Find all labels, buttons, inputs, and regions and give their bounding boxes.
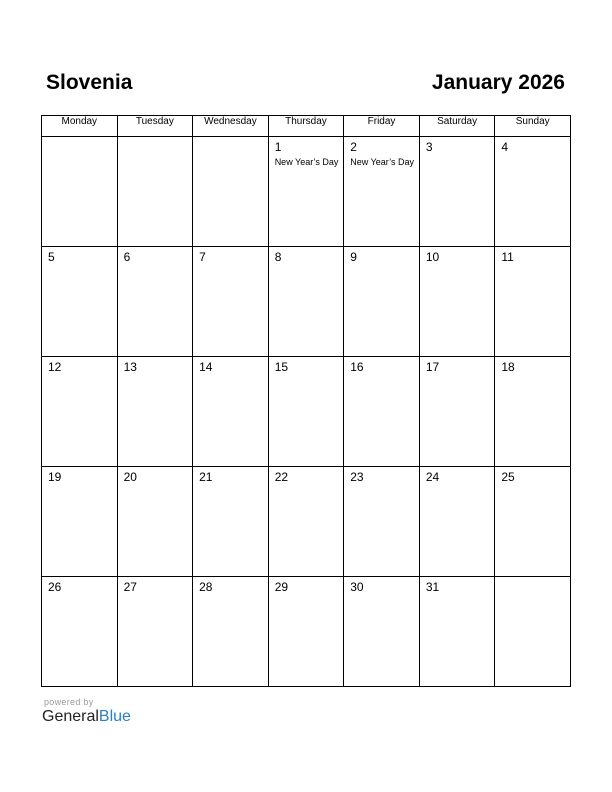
day-cell xyxy=(268,247,344,357)
day-number: 26 xyxy=(48,580,62,594)
day-cell xyxy=(117,247,193,357)
week-row xyxy=(42,137,571,247)
day-number: 31 xyxy=(425,580,440,594)
day-number: 24 xyxy=(425,470,440,484)
day-number: 6 xyxy=(123,250,131,264)
generalblue-logo[interactable] xyxy=(42,708,131,726)
weekday-header: Monday xyxy=(42,116,118,137)
day-cell xyxy=(117,357,193,467)
day-cell xyxy=(344,247,420,357)
day-cell xyxy=(495,467,571,577)
powered-by-text: powered by xyxy=(44,697,94,707)
day-number: 7 xyxy=(199,250,206,264)
day-number: 19 xyxy=(48,470,62,484)
day-cell xyxy=(344,137,420,247)
day-number: 16 xyxy=(350,360,364,374)
day-cell xyxy=(495,577,571,687)
day-number: 3 xyxy=(425,140,433,154)
day-cell xyxy=(419,137,495,247)
day-number: 22 xyxy=(274,470,289,484)
weekday-header: Thursday xyxy=(268,116,344,137)
day-cell xyxy=(268,577,344,687)
week-row xyxy=(42,467,571,577)
country-title: Slovenia xyxy=(46,71,133,94)
holiday-label: New Year’s Day xyxy=(350,157,414,167)
weekday-header-row xyxy=(42,116,571,137)
day-number: 4 xyxy=(501,140,509,154)
day-number: 14 xyxy=(199,360,213,374)
day-cell xyxy=(268,137,344,247)
week-row xyxy=(42,577,571,687)
week-row xyxy=(42,247,571,357)
day-cell xyxy=(495,247,571,357)
day-cell xyxy=(495,137,571,247)
day-cell xyxy=(495,357,571,467)
day-cell xyxy=(344,467,420,577)
day-number: 29 xyxy=(274,580,289,594)
holiday-label: New Year’s Day xyxy=(274,157,339,167)
day-number: 28 xyxy=(199,580,213,594)
day-number: 17 xyxy=(425,360,440,374)
day-cell xyxy=(268,467,344,577)
day-cell xyxy=(419,247,495,357)
day-cell xyxy=(42,467,118,577)
day-cell xyxy=(268,357,344,467)
day-cell xyxy=(117,137,193,247)
weekday-header: Wednesday xyxy=(193,116,269,137)
day-number: 12 xyxy=(48,360,62,374)
day-number: 18 xyxy=(501,360,515,374)
day-number: 8 xyxy=(274,250,282,264)
day-number: 9 xyxy=(350,250,357,264)
day-number: 10 xyxy=(425,250,440,264)
day-cell xyxy=(344,577,420,687)
day-number: 15 xyxy=(274,360,289,374)
day-cell xyxy=(419,357,495,467)
brand-general-text: General xyxy=(42,708,99,725)
weekday-header: Tuesday xyxy=(117,116,193,137)
day-cell xyxy=(193,357,269,467)
day-number: 5 xyxy=(48,250,55,264)
day-number: 1 xyxy=(274,140,282,154)
day-number: 13 xyxy=(123,360,137,374)
calendar-grid xyxy=(41,115,571,687)
day-cell xyxy=(344,357,420,467)
day-cell xyxy=(42,357,118,467)
weekday-header: Saturday xyxy=(419,116,495,137)
weekday-header: Sunday xyxy=(495,116,571,137)
day-cell xyxy=(419,577,495,687)
day-cell xyxy=(42,577,118,687)
day-number: 20 xyxy=(123,470,137,484)
day-number: 30 xyxy=(350,580,364,594)
day-cell xyxy=(193,137,269,247)
day-cell xyxy=(193,577,269,687)
day-cell xyxy=(117,577,193,687)
month-title: January 2026 xyxy=(431,71,565,94)
day-cell xyxy=(193,467,269,577)
day-cell xyxy=(117,467,193,577)
day-number: 23 xyxy=(350,470,364,484)
weekday-header: Friday xyxy=(344,116,420,137)
day-cell xyxy=(42,137,118,247)
day-cell xyxy=(193,247,269,357)
day-number: 11 xyxy=(501,250,514,264)
day-number: 27 xyxy=(123,580,137,594)
day-cell xyxy=(419,467,495,577)
brand-blue-text: Blue xyxy=(98,708,131,725)
day-number: 21 xyxy=(199,470,213,484)
day-cell xyxy=(42,247,118,357)
day-number: 25 xyxy=(501,470,515,484)
day-number: 2 xyxy=(350,140,357,154)
week-row xyxy=(42,357,571,467)
